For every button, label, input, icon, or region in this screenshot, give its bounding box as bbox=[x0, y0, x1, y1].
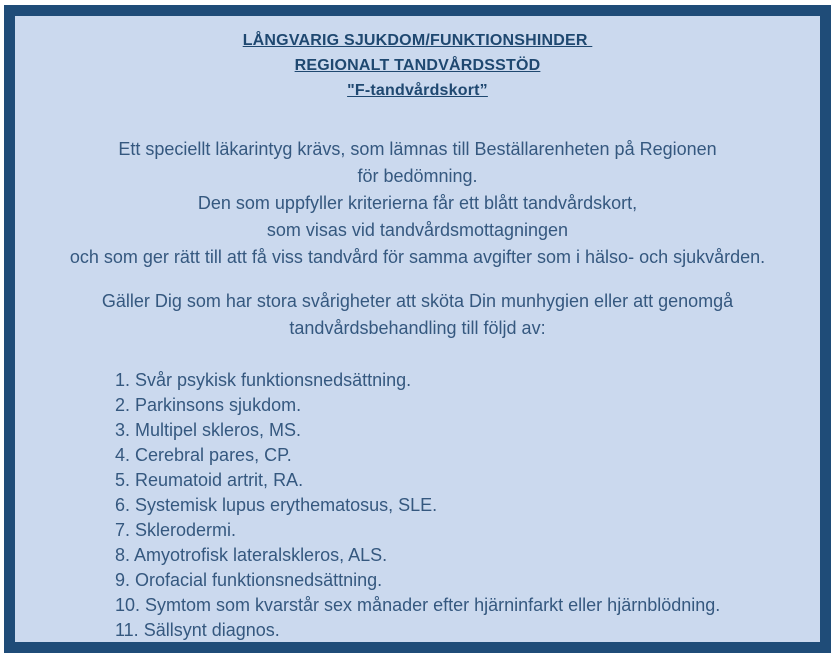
condition-item-6: 6. Systemisk lupus erythematosus, SLE. bbox=[115, 495, 438, 515]
condition-item-1: 1. Svår psykisk funktionsnedsättning. bbox=[115, 370, 412, 390]
condition-item-4: 4. Cerebral pares, CP. bbox=[115, 445, 292, 465]
notice-panel bbox=[4, 5, 831, 653]
intro-line: som visas vid tandvårdsmottagningen bbox=[266, 220, 569, 240]
criteria-paragraph bbox=[15, 288, 820, 342]
intro-line: för bedömning. bbox=[357, 166, 478, 186]
condition-item-10: 10. Symtom som kvarstår sex månader efter hjärninfarkt eller hjärnblödning. bbox=[115, 595, 721, 615]
condition-item-11: 11. Sällsynt diagnos. bbox=[115, 620, 280, 640]
condition-item-8: 8. Amyotrofisk lateralskleros, ALS. bbox=[115, 545, 388, 565]
condition-item-5: 5. Reumatoid artrit, RA. bbox=[115, 470, 304, 490]
intro-paragraph bbox=[15, 136, 820, 271]
intro-line: Ett speciellt läkarintyg krävs, som lämnas till Beställarenheten på Regionen bbox=[118, 139, 717, 159]
criteria-line: tandvårdsbehandling till följd av: bbox=[289, 318, 546, 338]
condition-item-3: 3. Multipel skleros, MS. bbox=[115, 420, 302, 440]
intro-line: och som ger rätt till att få viss tandvård för samma avgifter som i hälso- och sjukvården. bbox=[69, 247, 766, 267]
notice-title bbox=[15, 28, 820, 103]
title-line-3: "F-tandvårdskort” bbox=[347, 82, 488, 99]
condition-item-2: 2. Parkinsons sjukdom. bbox=[115, 395, 302, 415]
conditions-list bbox=[15, 368, 820, 643]
condition-item-7: 7. Sklerodermi. bbox=[115, 520, 237, 540]
criteria-line: Gäller Dig som har stora svårigheter att sköta Din munhygien eller att genomgå bbox=[101, 291, 734, 311]
intro-line: Den som uppfyller kriterierna får ett blått tandvårdskort, bbox=[197, 193, 638, 213]
title-line-1: LÅNGVARIG SJUKDOM/FUNKTIONSHINDER bbox=[242, 32, 593, 49]
title-line-2: REGIONALT TANDVÅRDSSTÖD bbox=[294, 57, 541, 74]
condition-item-9: 9. Orofacial funktionsnedsättning. bbox=[115, 570, 383, 590]
